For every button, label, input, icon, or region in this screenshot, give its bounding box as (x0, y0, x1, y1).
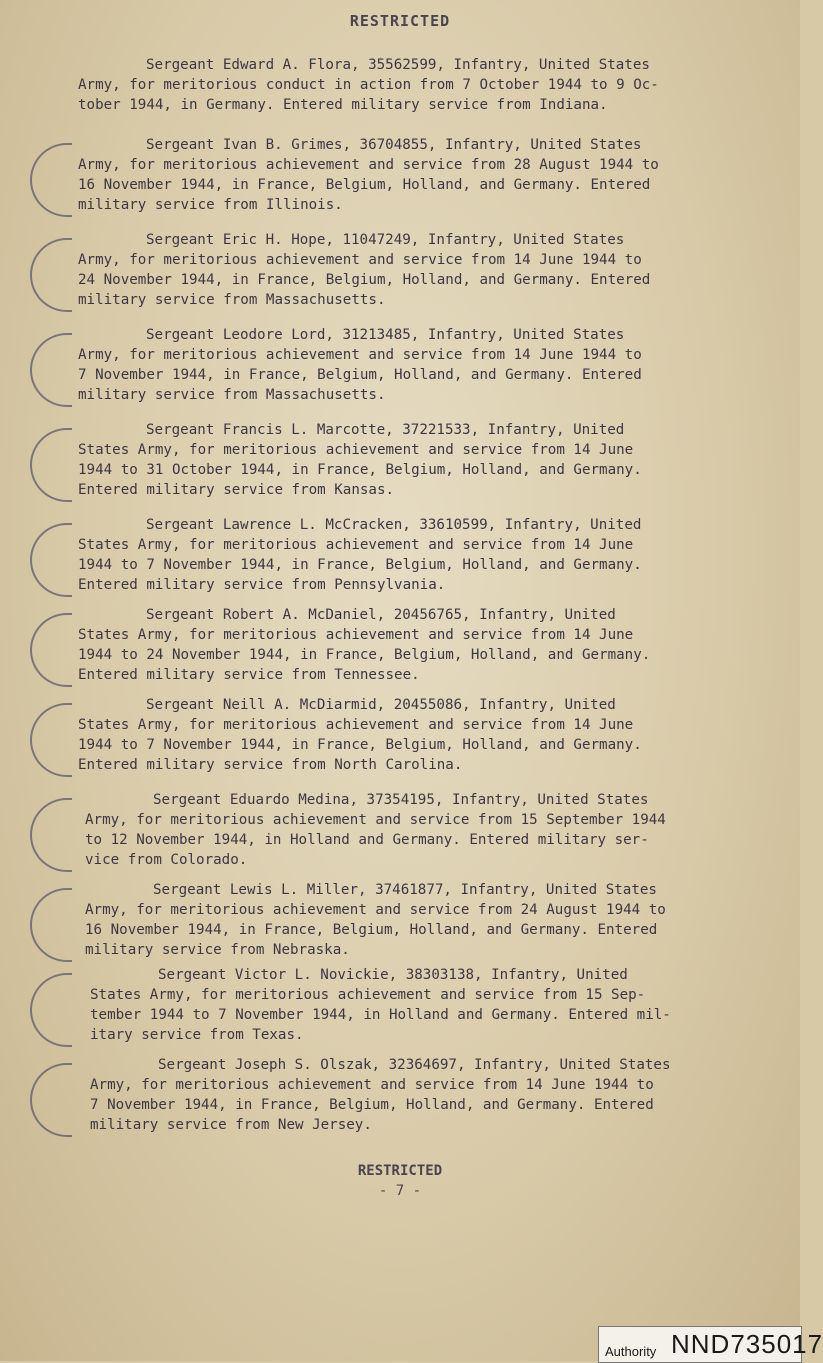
citation-line: Army, for meritorious achievement and service from 14 June 1944 to (78, 347, 642, 363)
footer-restricted: RESTRICTED (357, 1163, 443, 1179)
citation-line: 16 November 1944, in France, Belgium, Holland, and Germany. Entered (85, 922, 658, 938)
stamp-number: NND735017 (671, 1329, 823, 1359)
citation-entry (78, 230, 698, 310)
citation-line: to 12 November 1944, in Holland and Germany. Entered military ser- (85, 832, 649, 848)
citation-line: Sergeant Francis L. Marcotte, 37221533, Infantry, United (146, 422, 625, 438)
citation-line: military service from Massachusetts. (78, 292, 386, 308)
citation-line: military service from Nebraska. (85, 942, 350, 958)
citation-entry (90, 1055, 710, 1135)
citation-line: 1944 to 7 November 1944, in France, Belgium, Holland, and Germany. (78, 737, 642, 753)
page-number: - 7 - (378, 1183, 422, 1199)
citation-line: Army, for meritorious achievement and service from 24 August 1944 to (85, 902, 666, 918)
pencil-bracket-mark (30, 523, 72, 597)
citation-line: Sergeant Neill A. McDiarmid, 20455086, Infantry, United (146, 697, 616, 713)
citation-line: Sergeant Lewis L. Miller, 37461877, Infantry, United States (153, 882, 657, 898)
citation-line: Entered military service from Tennessee. (78, 667, 420, 683)
citation-line: States Army, for meritorious achievement and service from 14 June (78, 537, 634, 553)
citation-line: 1944 to 7 November 1944, in France, Belgium, Holland, and Germany. (78, 557, 642, 573)
citation-line: Sergeant Joseph S. Olszak, 32364697, Infantry, United States (158, 1057, 671, 1073)
citation-line: Army, for meritorious achievement and service from 14 June 1944 to (90, 1077, 654, 1093)
citation-line: Army, for meritorious achievement and service from 14 June 1944 to (78, 252, 642, 268)
citation-entry (78, 695, 698, 775)
citation-line: Sergeant Eduardo Medina, 37354195, Infantry, United States (153, 792, 649, 808)
pencil-bracket-mark (30, 613, 72, 687)
citation-line: military service from New Jersey. (90, 1117, 372, 1133)
citation-line: Army, for meritorious achievement and service from 15 September 1944 (85, 812, 666, 828)
pencil-bracket-mark (30, 238, 72, 312)
citation-line: Entered military service from North Carolina. (78, 757, 463, 773)
citation-entry (78, 605, 698, 685)
citation-line: Sergeant Robert A. McDaniel, 20456765, Infantry, United (146, 607, 616, 623)
citation-line: vice from Colorado. (85, 852, 248, 868)
citation-line: 7 November 1944, in France, Belgium, Holland, and Germany. Entered (90, 1097, 654, 1113)
citation-line: Army, for meritorious achievement and service from 28 August 1944 to (78, 157, 659, 173)
citation-line: States Army, for meritorious achievement and service from 14 June (78, 717, 634, 733)
citation-line: military service from Illinois. (78, 197, 343, 213)
pencil-bracket-mark (30, 428, 72, 502)
citation-line: tember 1944 to 7 November 1944, in Holland and Germany. Entered mil- (90, 1007, 671, 1023)
citation-line: 1944 to 24 November 1944, in France, Belgium, Holland, and Germany. (78, 647, 651, 663)
citation-line: 7 November 1944, in France, Belgium, Holland, and Germany. Entered (78, 367, 642, 383)
citation-line: military service from Massachusetts. (78, 387, 386, 403)
citation-entry (85, 880, 705, 960)
citation-entry (78, 420, 698, 500)
citation-line: Sergeant Ivan B. Grimes, 36704855, Infantry, United States (146, 137, 642, 153)
pencil-bracket-mark (30, 888, 72, 962)
citation-line: tober 1944, in Germany. Entered military service from Indiana. (78, 97, 608, 113)
stamp-authority-label: Authority (605, 1344, 657, 1359)
citation-line: 16 November 1944, in France, Belgium, Holland, and Germany. Entered (78, 177, 651, 193)
authority-stamp (598, 1326, 823, 1363)
citation-line: Entered military service from Pennsylvania. (78, 577, 446, 593)
citation-line: itary service from Texas. (90, 1027, 304, 1043)
citation-line: States Army, for meritorious achievement and service from 14 June (78, 442, 634, 458)
citation-entry (85, 790, 705, 870)
citation-line: Sergeant Victor L. Novickie, 38303138, Infantry, United (158, 967, 628, 983)
pencil-bracket-mark (30, 973, 72, 1047)
citation-entry (78, 135, 698, 215)
citation-entry (78, 515, 698, 595)
citation-line: 1944 to 31 October 1944, in France, Belgium, Holland, and Germany. (78, 462, 642, 478)
pencil-bracket-mark (30, 143, 72, 217)
citation-line: 24 November 1944, in France, Belgium, Holland, and Germany. Entered (78, 272, 651, 288)
citation-line: States Army, for meritorious achievement and service from 15 Sep- (90, 987, 646, 1003)
pencil-bracket-mark (30, 798, 72, 872)
citation-line: Sergeant Eric H. Hope, 11047249, Infantry, United States (146, 232, 625, 248)
citation-line: Army, for meritorious conduct in action from 7 October 1944 to 9 Oc- (78, 77, 659, 93)
citation-entry (90, 965, 710, 1045)
citation-line: Sergeant Edward A. Flora, 35562599, Infantry, United States (146, 57, 650, 73)
citation-entry (78, 325, 698, 405)
citation-line: States Army, for meritorious achievement and service from 14 June (78, 627, 634, 643)
header-restricted: RESTRICTED (349, 12, 451, 30)
pencil-bracket-mark (30, 1063, 72, 1137)
pencil-bracket-mark (30, 333, 72, 407)
citation-entry (78, 55, 698, 115)
citation-line: Sergeant Leodore Lord, 31213485, Infantry, United States (146, 327, 625, 343)
pencil-bracket-mark (30, 703, 72, 777)
citation-line: Sergeant Lawrence L. McCracken, 33610599, Infantry, United (146, 517, 642, 533)
citation-line: Entered military service from Kansas. (78, 482, 395, 498)
